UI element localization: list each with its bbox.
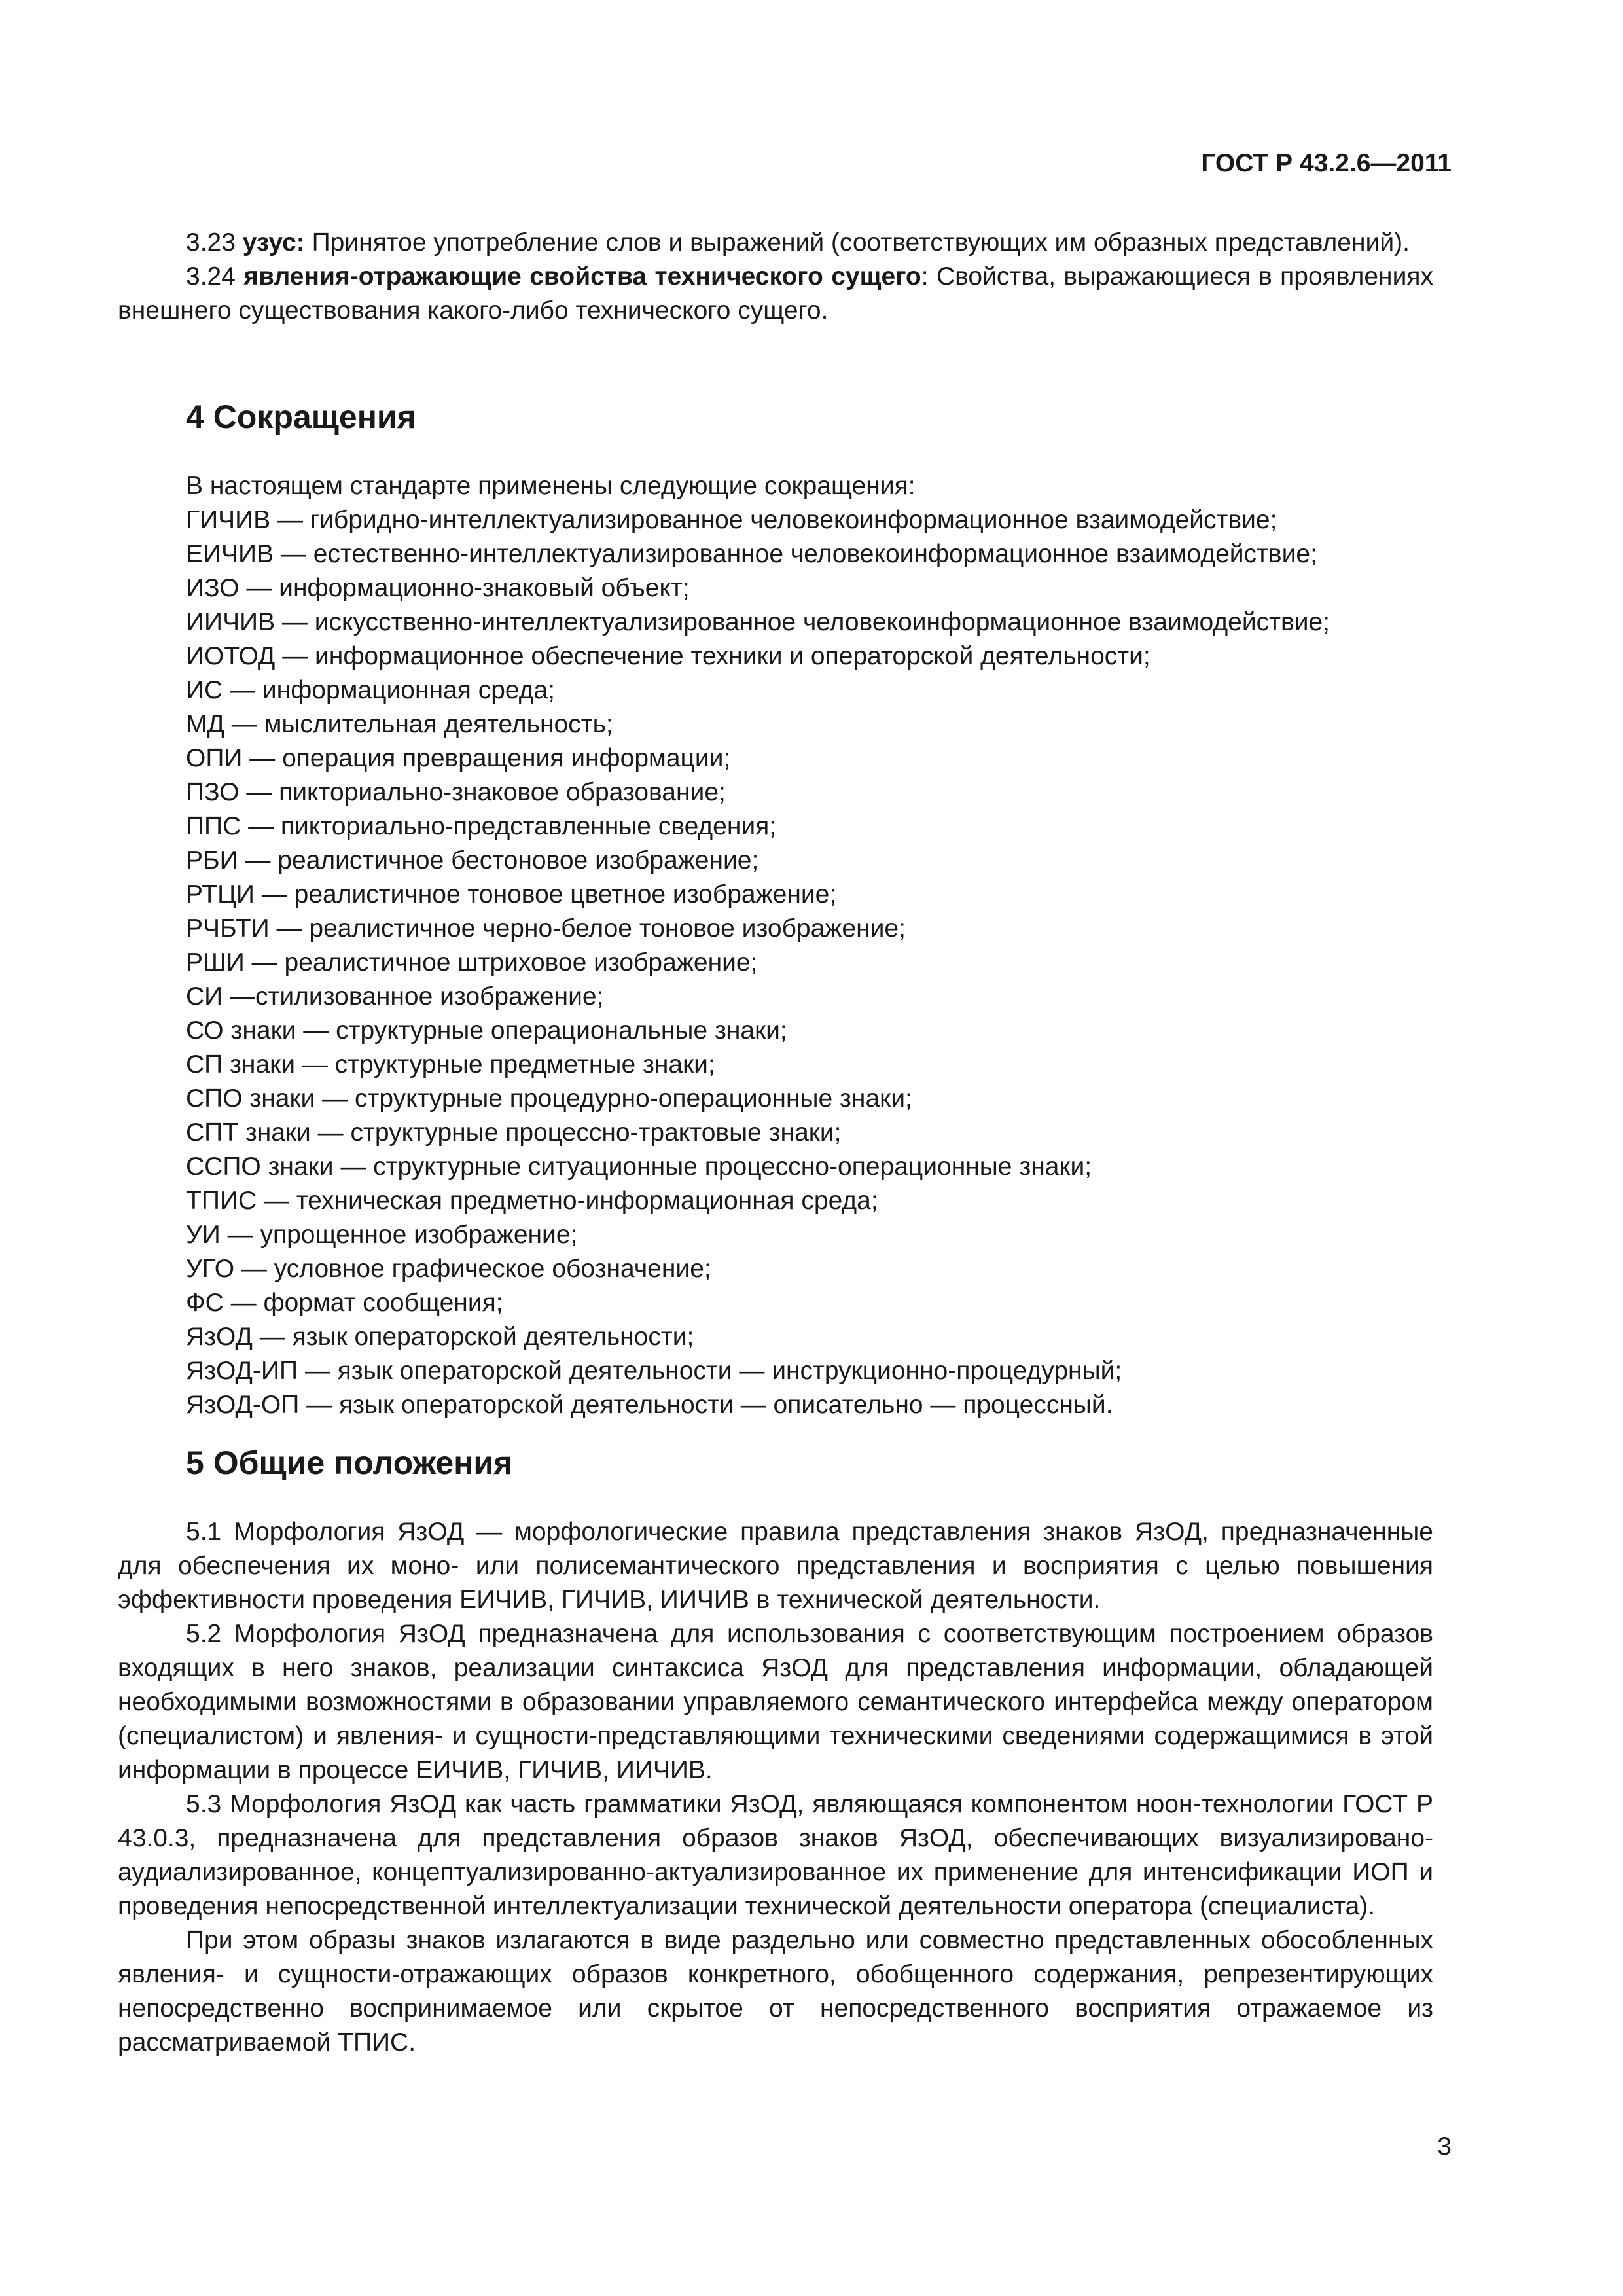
list-item: СПТ знаки — структурные процессно-трактовые знаки; xyxy=(186,1119,842,1147)
term-name: явления-отражающие свойства технического сущего xyxy=(243,262,921,291)
list-item: РШИ — реалистичное штриховое изображение; xyxy=(186,948,758,977)
section-5-title: 5 Общие положения xyxy=(186,1444,513,1481)
list-item: ИЗО — информационно-знаковый объект; xyxy=(186,574,690,602)
term-name: узус: xyxy=(242,228,305,257)
abbreviations-intro: В настоящем стандарте применены следующие сокращения: xyxy=(186,472,916,500)
list-item: ЯзОД-ИП — язык операторской деятельности — инструкционно-процедурный; xyxy=(186,1357,1122,1385)
term-number: 3.24 xyxy=(186,262,236,291)
list-item: УГО — условное графическое обозначение; xyxy=(186,1255,711,1283)
list-item: ССПО знаки — структурные ситуационные процессно-операционные знаки; xyxy=(186,1153,1092,1181)
list-item: ОПИ — операция превращения информации; xyxy=(186,744,731,772)
terms-block xyxy=(118,226,1433,328)
section-5-body xyxy=(118,1515,1433,2060)
list-item: РТЦИ — реалистичное тоновое цветное изображение; xyxy=(186,880,837,908)
list-item: СО знаки — структурные операциональные знаки; xyxy=(186,1016,787,1045)
paragraph-5-3: 5.3 Морфология ЯзОД как часть грамматики ЯзОД, являющаяся компонентом ноон-технологии ГОСТ Р 43.0.3, предназначена для представления образов знаков ЯзОД, обеспечивающих визуализировано-аудиализированное, концептуализированно-актуализированное их применение для интенсификации ИОП и проведения непосредственной интеллектуализации технической деятельности оператора (специалиста). xyxy=(118,1790,1433,1920)
list-item: РБИ — реалистичное бестоновое изображение; xyxy=(186,846,759,874)
list-item: ПЗО — пикториально-знаковое образование; xyxy=(186,778,726,806)
list-item: ИОТОД — информационное обеспечение техники и операторской деятельности; xyxy=(186,642,1150,670)
list-item: ФС — формат сообщения; xyxy=(186,1289,503,1317)
paragraph-5-1: 5.1 Морфология ЯзОД — морфологические правила представления знаков ЯзОД, предназначенные для обеспечения их моно- или полисемантического представления и восприятия с целью повышения эффективности проведения ЕИЧИВ, ГИЧИВ, ИИЧИВ в технической деятельности. xyxy=(118,1518,1433,1614)
list-item: ЕИЧИВ — естественно-интеллектуализированное человекоинформационное взаимодействие; xyxy=(186,540,1317,568)
page-number: 3 xyxy=(1437,2132,1452,2161)
list-item: РЧБТИ — реалистичное черно-белое тоновое изображение; xyxy=(186,914,906,942)
term-definition: : Свойства, выражающиеся в проявлениях внешнего существования какого-либо технического сущего. xyxy=(118,262,1433,325)
list-item: ЯзОД — язык операторской деятельности; xyxy=(186,1323,694,1351)
term-definition: Принятое употребление слов и выражений (соответствующих им образных представлений). xyxy=(304,228,1410,257)
list-item: УИ — упрощенное изображение; xyxy=(186,1221,578,1249)
term-3-23 xyxy=(118,226,1433,260)
doc-code-header: ГОСТ Р 43.2.6—2011 xyxy=(1201,149,1452,177)
list-item: МД — мыслительная деятельность; xyxy=(186,710,613,738)
list-item: СИ —стилизованное изображение; xyxy=(186,982,604,1011)
list-item: СП знаки — структурные предметные знаки; xyxy=(186,1050,715,1079)
term-number: 3.23 xyxy=(186,228,236,257)
list-item: ГИЧИВ — гибридно-интеллектуализированное человекоинформационное взаимодействие; xyxy=(186,506,1277,534)
term-3-24 xyxy=(118,260,1433,328)
list-item: ЯзОД-ОП — язык операторской деятельности — описательно — процессный. xyxy=(186,1391,1113,1419)
list-item: ППС — пикториально-представленные сведения; xyxy=(186,812,777,840)
section-4-title: 4 Сокращения xyxy=(186,399,416,435)
abbreviations-list xyxy=(118,469,1433,1422)
list-item: ИИЧИВ — искусственно-интеллектуализированное человекоинформационное взаимодействие; xyxy=(186,608,1330,636)
paragraph-5-2: 5.2 Морфология ЯзОД предназначена для использования с соответствующим построением образов входящих в него знаков, реализации синтаксиса ЯзОД для представления информации, обладающей необходимыми возможностями в образовании управляемого семантического интерфейса между оператором (специалистом) и явления- и сущности-представляющими техническими сведениями содержащимися в этой информации в процессе ЕИЧИВ, ГИЧИВ, ИИЧИВ. xyxy=(118,1620,1433,1784)
list-item: СПО знаки — структурные процедурно-операционные знаки; xyxy=(186,1085,912,1113)
paragraph-5-3-continued: При этом образы знаков излагаются в виде раздельно или совместно представленных обособленных явления- и сущности-отражающих образов конкретного, обобщенного содержания, репрезентирующих непосредственно воспринимаемое или скрытое от непосредственного восприятия отражаемое из рассматриваемой ТПИС. xyxy=(118,1926,1433,2056)
list-item: ТПИС — техническая предметно-информационная среда; xyxy=(186,1187,878,1215)
section-5 xyxy=(118,1443,1433,2060)
list-item: ИС — информационная среда; xyxy=(186,676,555,704)
section-4 xyxy=(118,397,1433,1422)
